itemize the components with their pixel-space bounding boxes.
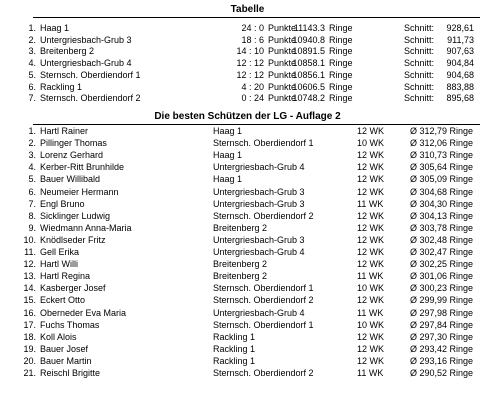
- team-name: Untergriesbach-Grub 3: [213, 198, 305, 209]
- ring-label: Ringe: [329, 58, 353, 69]
- standings-row: [0, 93, 495, 104]
- rank: 7.: [28, 198, 36, 209]
- team-name: Sternsch. Oberdiendorf 1: [213, 138, 314, 149]
- shooter-name: Bauer Martin: [40, 355, 92, 366]
- ring-total: 10858.1: [292, 58, 325, 69]
- rank: 2.: [28, 138, 36, 149]
- rank: 20.: [23, 355, 36, 366]
- average-label: Schnitt:: [404, 93, 435, 104]
- average-rings: Ø 301,06 Ringe: [410, 271, 474, 282]
- shooter-name: Bauer Josef: [40, 343, 89, 354]
- shooter-row: [0, 356, 495, 367]
- average-rings: Ø 305,64 Ringe: [410, 162, 474, 173]
- ring-total: 11143.3: [293, 23, 325, 33]
- points-score: 4 : 20: [241, 81, 264, 92]
- points-score: 12 : 12: [236, 58, 264, 69]
- ring-total: 10856.1: [292, 69, 325, 80]
- tabelle-title: Tabelle: [230, 4, 265, 15]
- shooter-row: [0, 295, 495, 306]
- ring-label: Ringe: [329, 34, 353, 45]
- rank: 6.: [28, 186, 36, 197]
- shooter-name: Wiedmann Anna-Maria: [40, 222, 132, 233]
- ring-label: Ringe: [329, 81, 353, 92]
- rank: 4.: [28, 58, 36, 69]
- ring-label: Ringe: [329, 23, 353, 33]
- average-rings: Ø 304,30 Ringe: [410, 198, 474, 209]
- team-name: Untergriesbach-Grub 3: [40, 34, 132, 45]
- team-name: Untergriesbach-Grub 4: [213, 162, 305, 173]
- competition-count: 12 WK: [357, 355, 385, 366]
- competition-count: 11 WK: [357, 368, 384, 378]
- ring-total: 10606.5: [292, 81, 325, 92]
- team-name: Haag 1: [213, 174, 243, 185]
- average-rings: Ø 302,47 Ringe: [410, 247, 474, 257]
- shooter-row: [0, 283, 495, 294]
- average-rings: Ø 312,06 Ringe: [410, 138, 474, 149]
- average-rings: Ø 293,16 Ringe: [410, 355, 474, 366]
- rank: 8.: [28, 210, 36, 221]
- shooter-row: [0, 332, 495, 343]
- team-name: Breitenberg 2: [40, 46, 95, 57]
- team-name: Haag 1: [213, 150, 243, 161]
- shooter-name: Hartl Willi: [40, 259, 78, 270]
- rank: 21.: [23, 368, 36, 378]
- team-name: Untergriesbach-Grub 4: [213, 247, 305, 257]
- rank: 5.: [28, 69, 36, 80]
- standings-row: [0, 82, 495, 93]
- points-label: Punkte: [268, 58, 297, 69]
- shooter-name: Gell Erika: [40, 247, 80, 257]
- average-value: 911,73: [447, 34, 474, 45]
- points-label: Punkte: [268, 34, 297, 45]
- shooter-name: Pillinger Thomas: [40, 138, 107, 149]
- shooter-row: [0, 138, 495, 149]
- rank: 14.: [23, 283, 36, 294]
- average-rings: Ø 304,13 Ringe: [410, 210, 474, 221]
- rank: 7.: [28, 93, 36, 104]
- rank: 6.: [28, 81, 36, 92]
- shooter-name: Knödlseder Fritz: [40, 234, 106, 245]
- average-rings: Ø 302,25 Ringe: [410, 259, 474, 270]
- points-score: 14 : 10: [236, 46, 264, 57]
- shooter-row: [0, 223, 495, 234]
- rank: 3.: [28, 150, 36, 161]
- shooter-name: Eckert Otto: [40, 295, 86, 306]
- ring-total: 10940.8: [292, 34, 325, 45]
- average-value: 904,84: [446, 58, 474, 69]
- rank: 12.: [23, 259, 36, 270]
- average-rings: Ø 304,68 Ringe: [410, 186, 474, 197]
- shooter-name: Kerber-Ritt Brunhilde: [40, 162, 125, 173]
- average-rings: Ø 293,42 Ringe: [410, 343, 474, 354]
- average-rings: Ø 297,98 Ringe: [410, 307, 474, 318]
- competition-count: 12 WK: [357, 210, 385, 221]
- points-score: 24 : 0: [241, 23, 264, 33]
- team-name: Sternsch. Oberdiendorf 1: [40, 69, 141, 80]
- team-name: Untergriesbach-Grub 4: [213, 307, 305, 318]
- shooter-row: [0, 174, 495, 185]
- rank: 1.: [28, 126, 36, 136]
- shooter-row: [0, 150, 495, 161]
- shooter-row: [0, 162, 495, 173]
- average-rings: Ø 290,52 Ringe: [410, 368, 474, 378]
- shooter-row: [0, 235, 495, 246]
- average-rings: Ø 312,79 Ringe: [410, 126, 474, 136]
- competition-count: 12 WK: [357, 331, 385, 342]
- team-name: Sternsch. Oberdiendorf 2: [213, 295, 314, 306]
- points-label: Punkte: [268, 93, 297, 104]
- rank: 16.: [23, 307, 36, 318]
- shooter-row: [0, 211, 495, 222]
- standings-row: [0, 70, 495, 81]
- team-name: Untergriesbach-Grub 3: [213, 186, 305, 197]
- average-value: 883,88: [446, 81, 474, 92]
- points-score: 12 : 12: [236, 69, 264, 80]
- average-label: Schnitt:: [404, 81, 435, 92]
- standings-row: [0, 46, 495, 57]
- shooter-row: [0, 308, 495, 319]
- average-value: 895,68: [446, 93, 474, 104]
- shooter-name: Lorenz Gerhard: [40, 150, 104, 161]
- points-score: 0 : 24: [241, 93, 264, 104]
- average-rings: Ø 302,48 Ringe: [410, 234, 474, 245]
- team-name: Breitenberg 2: [213, 271, 268, 282]
- points-score: 18 : 6: [241, 34, 264, 45]
- points-label: Punkte: [268, 81, 297, 92]
- rank: 19.: [23, 343, 36, 354]
- competition-count: 12 WK: [357, 186, 385, 197]
- competition-count: 12 WK: [357, 295, 385, 306]
- average-rings: Ø 297,84 Ringe: [410, 319, 474, 330]
- competition-count: 10 WK: [357, 319, 385, 330]
- team-name: Untergriesbach-Grub 3: [213, 234, 305, 245]
- rank: 3.: [28, 46, 36, 57]
- rank: 13.: [23, 271, 36, 282]
- average-rings: Ø 310,73 Ringe: [410, 150, 474, 161]
- ring-label: Ringe: [329, 93, 353, 104]
- team-name: Sternsch. Oberdiendorf 1: [213, 319, 314, 330]
- team-name: Sternsch. Oberdiendorf 2: [40, 93, 141, 104]
- competition-count: 12 WK: [357, 343, 385, 354]
- competition-count: 11 WK: [357, 271, 384, 282]
- average-label: Schnitt:: [404, 58, 435, 69]
- shooter-row: [0, 199, 495, 210]
- standings-row: [0, 23, 495, 34]
- competition-count: 12 WK: [357, 259, 385, 270]
- average-rings: Ø 299,99 Ringe: [410, 295, 474, 306]
- average-value: 904,68: [446, 69, 474, 80]
- ring-total: 10748.2: [292, 93, 325, 104]
- shooter-row: [0, 271, 495, 282]
- points-label: Punkte: [268, 23, 297, 33]
- average-rings: Ø 305,09 Ringe: [410, 174, 474, 185]
- rank: 4.: [28, 162, 36, 173]
- shooter-row: [0, 368, 495, 379]
- average-rings: Ø 297,30 Ringe: [410, 331, 474, 342]
- competition-count: 12 WK: [357, 162, 385, 173]
- average-label: Schnitt:: [404, 69, 435, 80]
- team-name: Haag 1: [40, 23, 70, 33]
- standings-row: [0, 58, 495, 69]
- ring-label: Ringe: [329, 46, 353, 57]
- competition-count: 12 WK: [357, 222, 385, 233]
- rank: 10.: [23, 234, 36, 245]
- average-rings: Ø 303,78 Ringe: [410, 222, 474, 233]
- rank: 17.: [23, 319, 36, 330]
- ring-label: Ringe: [329, 69, 353, 80]
- rank: 9.: [28, 222, 36, 233]
- rank: 11.: [24, 247, 36, 257]
- schuetzen-rule: [33, 124, 480, 125]
- shooter-row: [0, 344, 495, 355]
- team-name: Haag 1: [213, 126, 243, 136]
- rank: 2.: [28, 34, 36, 45]
- shooter-name: Koll Alois: [40, 331, 77, 342]
- tabelle-rule: [33, 17, 480, 18]
- shooter-name: Fuchs Thomas: [40, 319, 100, 330]
- competition-count: 11 WK: [357, 198, 384, 209]
- team-name: Rackling 1: [213, 343, 256, 354]
- average-label: Schnitt:: [404, 23, 435, 33]
- competition-count: 12 WK: [357, 234, 385, 245]
- average-rings: Ø 300,23 Ringe: [410, 283, 474, 294]
- schuetzen-title: Die besten Schützen der LG - Auflage 2: [154, 111, 341, 122]
- competition-count: 12 WK: [357, 174, 385, 185]
- standings-row: [0, 35, 495, 46]
- shooter-row: [0, 320, 495, 331]
- competition-count: 10 WK: [357, 283, 385, 294]
- team-name: Untergriesbach-Grub 4: [40, 58, 132, 69]
- team-name: Breitenberg 2: [213, 222, 268, 233]
- shooter-name: Reischl Brigitte: [40, 368, 101, 378]
- team-name: Breitenberg 2: [213, 259, 268, 270]
- shooter-name: Engl Bruno: [40, 198, 85, 209]
- competition-count: 11 WK: [357, 307, 384, 318]
- average-label: Schnitt:: [404, 34, 435, 45]
- average-label: Schnitt:: [404, 46, 435, 57]
- average-value: 928,61: [446, 23, 474, 33]
- shooter-name: Bauer Willibald: [40, 174, 101, 185]
- shooter-name: Hartl Regina: [40, 271, 91, 282]
- rank: 1.: [28, 23, 36, 33]
- shooter-row: [0, 187, 495, 198]
- shooter-name: Sicklinger Ludwig: [40, 210, 111, 221]
- rank: 15.: [23, 295, 36, 306]
- rank: 18.: [23, 331, 36, 342]
- team-name: Sternsch. Oberdiendorf 1: [213, 283, 314, 294]
- average-value: 907,63: [446, 46, 474, 57]
- competition-count: 10 WK: [357, 138, 385, 149]
- team-name: Sternsch. Oberdiendorf 2: [213, 210, 314, 221]
- team-name: Rackling 1: [213, 355, 256, 366]
- shooter-row: [0, 126, 495, 137]
- competition-count: 12 WK: [357, 150, 385, 161]
- shooter-name: Neumeier Hermann: [40, 186, 119, 197]
- ring-total: 10891.5: [292, 46, 325, 57]
- shooter-name: Kasberger Josef: [40, 283, 106, 294]
- competition-count: 12 WK: [357, 126, 385, 136]
- shooter-name: Hartl Rainer: [40, 126, 89, 136]
- team-name: Sternsch. Oberdiendorf 2: [213, 368, 314, 378]
- rank: 5.: [28, 174, 36, 185]
- team-name: Rackling 1: [213, 331, 256, 342]
- competition-count: 12 WK: [357, 247, 385, 257]
- points-label: Punkte: [268, 69, 297, 80]
- shooter-name: Oberneder Eva Maria: [40, 307, 127, 318]
- shooter-row: [0, 259, 495, 270]
- team-name: Rackling 1: [40, 81, 83, 92]
- points-label: Punkte: [268, 46, 297, 57]
- shooter-row: [0, 247, 495, 258]
